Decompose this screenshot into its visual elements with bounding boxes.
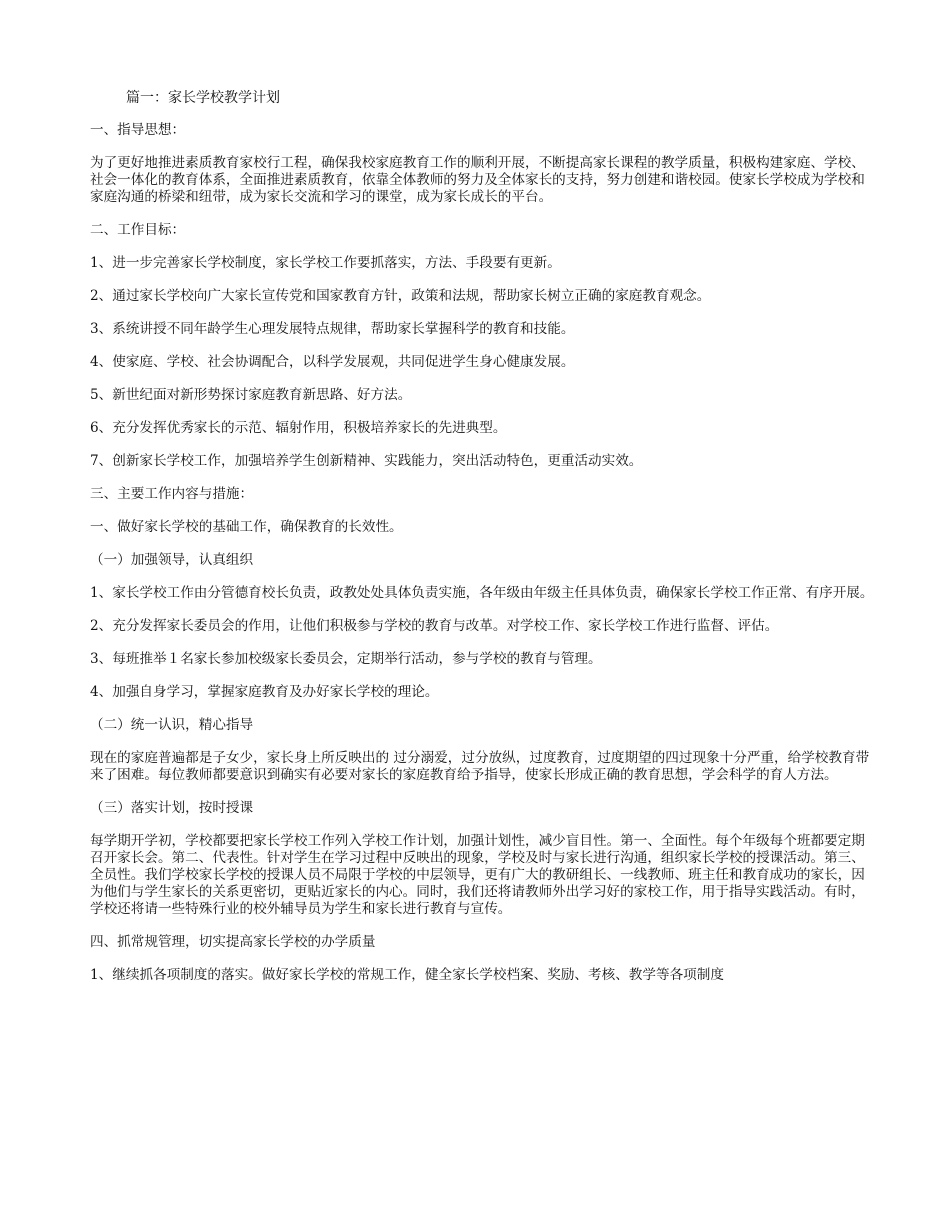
goal-item-7: 7、创新家长学校工作，加强培养学生创新精神、实践能力，突出活动特色，更重活动实效。 bbox=[90, 453, 643, 469]
subheading-implement-plan: （三）落实计划，按时授课 bbox=[90, 800, 254, 816]
subheading-unified-understanding: （二）统一认识，精心指导 bbox=[90, 717, 254, 733]
paragraph-guiding-ideology: 为了更好地推进素质教育家校行工程，确保我校家庭教育工作的顺利开展，不断提高家长课程的教学质量，积极构建家庭、学校、社会一体化的教育体系，全面推进素质教育，依靠全体教师的努力及全体家长的支持，努力创建和谐校园。使家长学校成为学校和家庭沟通的桥梁和纽带，成为家长交流和学习的课堂，成为家长成长的平台。 bbox=[90, 155, 865, 205]
heading-main-content: 三、主要工作内容与措施： bbox=[90, 486, 254, 502]
goal-item-5: 5、新世纪面对新形势探讨家庭教育新思路、好方法。 bbox=[90, 387, 412, 403]
paragraph-unified-understanding: 现在的家庭普遍都是子女少，家长身上所反映出的 过分溺爱，过分放纵，过度教育，过度期望的四过现象十分严重，给学校教育带来了困难。每位教师都要意识到确实有必要对家长的家庭教育给予指导，使家长形成正确的教育思想，学会科学的育人方法。 bbox=[90, 750, 870, 783]
leadership-item-4: 4、加强自身学习，掌握家庭教育及办好家长学校的理论。 bbox=[90, 684, 439, 700]
goal-item-6: 6、充分发挥优秀家长的示范、辐射作用，积极培养家长的先进典型。 bbox=[90, 420, 507, 436]
goal-item-1: 1、进一步完善家长学校制度，家长学校工作要抓落实，方法、手段要有更新。 bbox=[90, 255, 561, 271]
heading-guiding-ideology: 一、指导思想： bbox=[90, 122, 186, 138]
subheading-leadership: （一）加强领导，认真组织 bbox=[90, 552, 254, 568]
document-title: 篇一：家长学校教学计划 bbox=[126, 90, 280, 106]
document-page bbox=[90, 88, 875, 1000]
leadership-item-1: 1、家长学校工作由分管德育校长负责，政教处处具体负责实施，各年级由年级主任具体负责，确保家长学校工作正常、有序开展。 bbox=[90, 585, 874, 601]
goal-item-3: 3、系统讲授不同年龄学生心理发展特点规律，帮助家长掌握科学的教育和技能。 bbox=[90, 321, 575, 337]
routine-item-1: 1、继续抓各项制度的落实。做好家长学校的常规工作，健全家长学校档案、奖励、考核、教学等各项制度 bbox=[90, 967, 724, 983]
subheading-foundation-work: 一、做好家长学校的基础工作，确保教育的长效性。 bbox=[90, 519, 403, 535]
leadership-item-2: 2、充分发挥家长委员会的作用，让他们积极参与学校的教育与改革。对学校工作、家长学校工作进行监督、评估。 bbox=[90, 618, 779, 634]
heading-work-goals: 二、工作目标： bbox=[90, 222, 186, 238]
goal-item-2: 2、通过家长学校向广大家长宣传党和国家教育方针，政策和法规，帮助家长树立正确的家庭教育观念。 bbox=[90, 288, 711, 304]
leadership-item-3: 3、每班推举１名家长参加校级家长委员会，定期举行活动，参与学校的教育与管理。 bbox=[90, 651, 602, 667]
paragraph-implement-plan: 每学期开学初，学校都要把家长学校工作列入学校工作计划，加强计划性，减少盲目性。第一、全面性。每个年级每个班都要定期召开家长会。第二、代表性。针对学生在学习过程中反映出的现象，学校及时与家长进行沟通，组织家长学校的授课活动。第三、全员性。我们学校家长学校的授课人员不局限于学校的中层领导，更有广大的教研组长、一线教师、班主任和教育成功的家长，因为他们与学生家长的关系更密切，更贴近家长的内心。同时，我们还将请教师外出学习好的家校工作，用于指导实践活动。有时，学校还将请一些特殊行业的校外辅导员为学生和家长进行教育与宣传。 bbox=[90, 833, 865, 917]
heading-routine-management: 四、抓常规管理，切实提高家长学校的办学质量 bbox=[90, 934, 376, 950]
goal-item-4: 4、使家庭、学校、社会协调配合，以科学发展观，共同促进学生身心健康发展。 bbox=[90, 354, 575, 370]
